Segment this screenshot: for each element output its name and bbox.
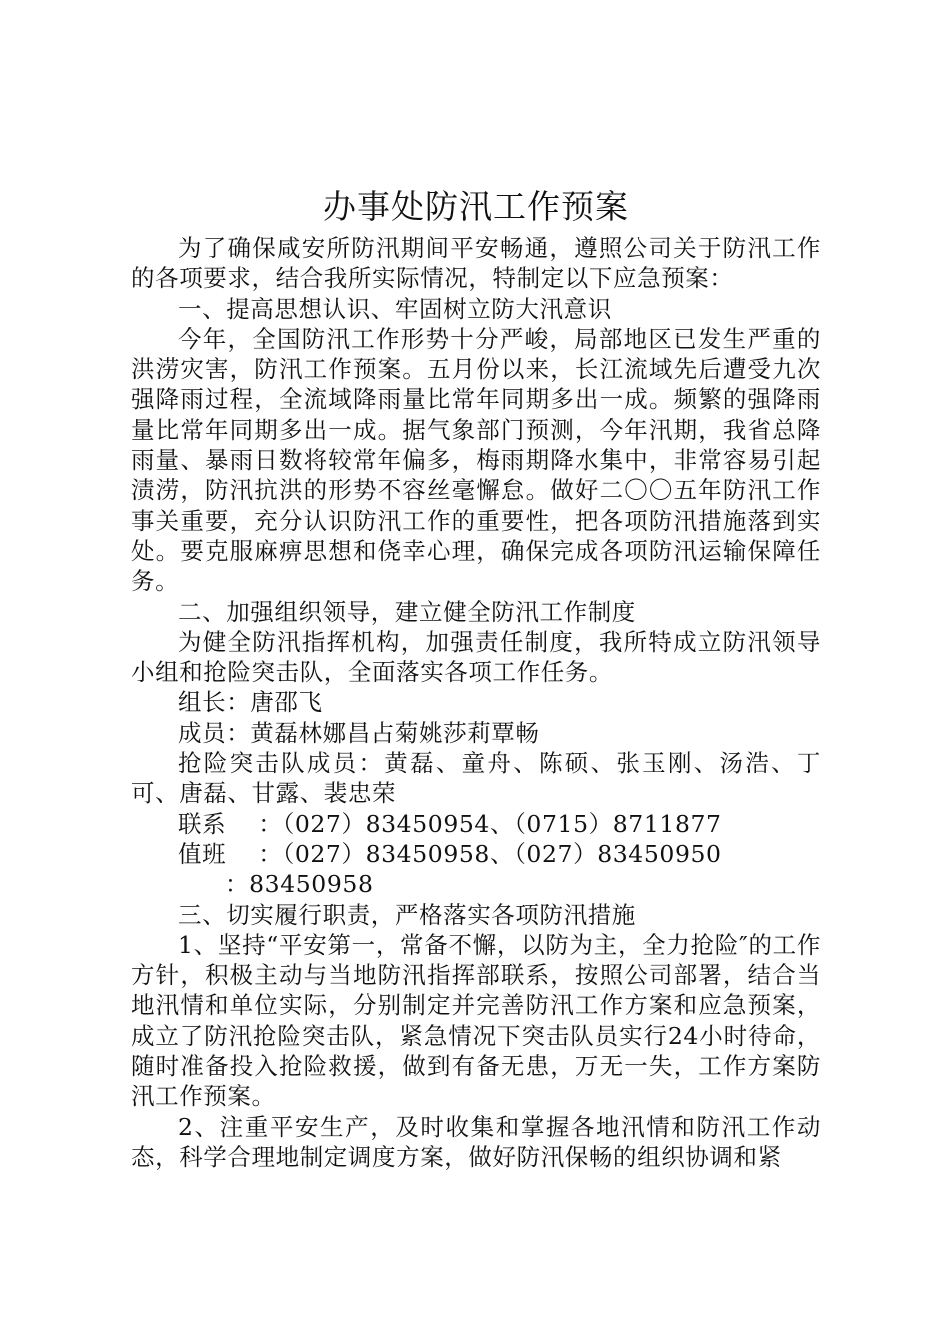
section-heading-2: 二、加强组织领导，建立健全防汛工作制度 (178, 597, 636, 626)
document-title: 办事处防汛工作预案 (323, 187, 629, 226)
measure-paragraph-2: 2、注重平安生产，及时收集和掌握各地汛情和防汛工作动态，科学合理地制定调度方案，做好防汛保畅的组织协调和紧 (131, 1112, 821, 1171)
members-line: 成员：黄磊林娜昌占菊姚莎莉覃畅 (178, 718, 540, 747)
paragraph-situation: 今年，全国防汛工作形势十分严峻，局部地区已发生严重的洪涝灾害，防汛工作预案。五月份以来，长江流域先后遭受九次强降雨过程，全流域降雨量比常年同期多出一成。频繁的强降雨量比常年同期多出一成。据气象部门预测，今年汛期，我省总降雨量、暴雨日数将较常年偏多，梅雨期降水集中，非常容易引起渍涝，防汛抗洪的形势不容丝毫懈怠。做好二〇〇五年防汛工作事关重要，充分认识防汛工作的重要性，把各项防汛措施落到实处。要克服麻痹思想和侥幸心理，确保完成各项防汛运输保障任务。 (131, 324, 821, 596)
section-heading-1: 一、提高思想认识、牢固树立防大汛意识 (178, 294, 612, 323)
document-body (131, 185, 821, 1172)
duty-line: 值班 ：（027）83450958、（027）83450950 (178, 839, 722, 868)
leader-line: 组长：唐邵飞 (178, 688, 323, 717)
measure-paragraph-1: 1、坚持“平安第一，常备不懈，以防为主，全力抢险″的工作方针，积极主动与当地防汛指挥部联系，按照公司部署，结合当地汛情和单位实际，分别制定并完善防汛工作方案和应急预案，成立了防汛抢险突击队，紧急情况下突击队员实行24小时待命，随时准备投入抢险救援，做到有备无患，万无一失，工作方案防汛工作预案。 (131, 930, 821, 1111)
duty-extra-line: ：83450958 (225, 870, 374, 899)
rescue-team-line: 抢险突击队成员：黄磊、童舟、陈硕、张玉刚、汤浩、丁可、唐磊、甘露、裴忠荣 (131, 749, 821, 808)
paragraph-organization: 为健全防汛指挥机构，加强责任制度，我所特成立防汛领导小组和抢险突击队，全面落实各项工作任务。 (131, 627, 821, 687)
contact-line: 联系 ：（027）83450954、（0715）8711877 (178, 809, 722, 838)
section-heading-3: 三、切实履行职责，严格落实各项防汛措施 (178, 900, 636, 929)
intro-paragraph: 为了确保咸安所防汛期间平安畅通，遵照公司关于防汛工作的各项要求，结合我所实际情况，特制定以下应急预案： (131, 234, 821, 293)
